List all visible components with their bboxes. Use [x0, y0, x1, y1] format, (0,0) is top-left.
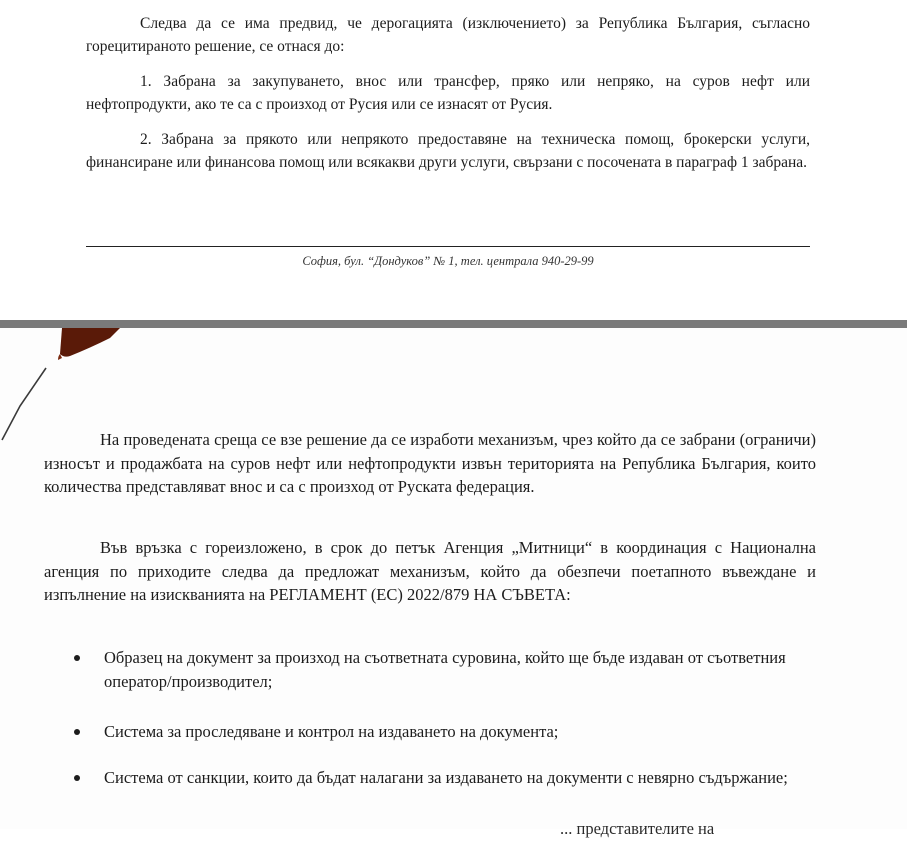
cut-off-text: ... представителите на: [560, 819, 715, 838]
bullet-icon: [74, 775, 80, 781]
item-1-paragraph: 1. Забрана за закупуването, внос или трансфер, пряко или непряко, на суров нефт или нефтопродукти, ако те са с произход от Русия или се изнасят от Русия.: [86, 73, 810, 113]
list-item: [72, 766, 832, 790]
footer-address: София, бул. “Дондуков” № 1, тел. централа 940-29-99: [302, 254, 594, 268]
bullet-icon: [74, 655, 80, 661]
item-2-paragraph: 2. Забрана за прякото или непрякото предоставяне на техническа помощ, брокерски услуги, финансиране или финансова помощ или всякакви други услуги, свързани с посочената в параграф 1 забрана.: [86, 131, 810, 171]
intro-paragraph: Следва да се има предвид, че дерогацията (изключението) за Република България, съгласно горецитираното решение, се отнася до:: [86, 15, 810, 55]
list-item: [72, 646, 832, 693]
page-divider: [0, 320, 907, 328]
footer-rule: [86, 246, 810, 247]
customs-mechanism-paragraph: Във връзка с гореизложено, в срок до петък Агенция „Митници“ в координация с Национална агенция по приходите следва да предложат механизъм, който да обезпечи поетапното въвеждане и изпълнение на изискванията на РЕГЛАМЕНТ (ЕС) 2022/879 НА СЪВЕТА:: [44, 538, 816, 604]
meeting-decision-paragraph: На проведената среща се взе решение да се изработи механизъм, чрез който да се забрани (ограничи) износът и продажбата на суров нефт или нефтопродукти извън територията на Република България, които количества представляват внос и са с произход от Руската федерация.: [44, 430, 816, 496]
list-item-text: Система от санкции, които да бъдат налагани за издаването на документи с невярно съдържание;: [104, 768, 788, 787]
list-item: [72, 720, 832, 744]
bullet-icon: [74, 729, 80, 735]
top-page: [0, 0, 907, 322]
list-item-text: Образец на документ за произход на съответната суровина, който ще бъде издаван от съответния оператор/производител;: [104, 648, 786, 691]
list-item-text: Система за проследяване и контрол на издаването на документа;: [104, 722, 559, 741]
